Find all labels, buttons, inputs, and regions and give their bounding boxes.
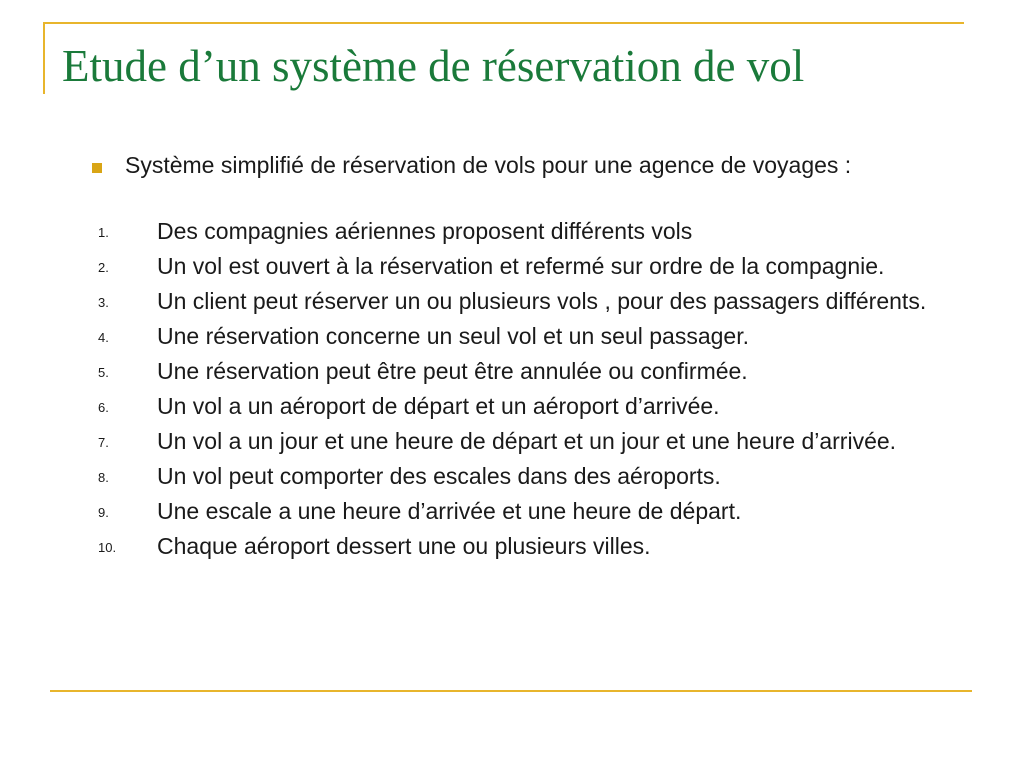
main-bullet-text: Système simplifié de réservation de vols pour une agence de voyages :: [125, 152, 852, 178]
list-item: [98, 218, 978, 244]
list-item-number: 3.: [98, 295, 109, 310]
list-item: [98, 393, 978, 419]
list-item: [98, 253, 978, 279]
list-item: [98, 498, 978, 524]
list-item-text: Une réservation peut être peut être annulée ou confirmée.: [157, 358, 748, 384]
list-item-number: 9.: [98, 505, 109, 520]
frame-top-line: [44, 22, 964, 24]
list-item-number: 4.: [98, 330, 109, 345]
numbered-list: [98, 218, 978, 568]
list-item-text: Un vol est ouvert à la réservation et refermé sur ordre de la compagnie.: [157, 253, 885, 279]
list-item: [98, 533, 978, 559]
list-item-number: 5.: [98, 365, 109, 380]
list-item: [98, 428, 978, 454]
list-item-text: Chaque aéroport dessert une ou plusieurs villes.: [157, 533, 651, 559]
square-bullet-icon: [92, 163, 102, 173]
list-item-number: 1.: [98, 225, 109, 240]
list-item-number: 10.: [98, 540, 117, 555]
list-item-number: 6.: [98, 400, 109, 415]
list-item-text: Un vol peut comporter des escales dans des aéroports.: [157, 463, 721, 489]
list-item: [98, 323, 978, 349]
list-item-number: 8.: [98, 470, 109, 485]
frame-bottom-line: [50, 690, 972, 692]
frame-left-line: [43, 22, 45, 94]
list-item-number: 7.: [98, 435, 109, 450]
list-item: [98, 463, 978, 489]
list-item-text: Un vol a un jour et une heure de départ et un jour et une heure d’arrivée.: [157, 428, 897, 454]
list-item: [98, 288, 978, 314]
list-item: [98, 358, 978, 384]
list-item-text: Une escale a une heure d’arrivée et une heure de départ.: [157, 498, 742, 524]
list-item-number: 2.: [98, 260, 109, 275]
slide-title: Etude d’un système de réservation de vol: [62, 41, 805, 91]
list-item-text: Des compagnies aériennes proposent différents vols: [157, 218, 693, 244]
list-item-text: Un client peut réserver un ou plusieurs vols , pour des passagers différents.: [157, 288, 927, 314]
list-item-text: Une réservation concerne un seul vol et un seul passager.: [157, 323, 749, 349]
list-item-text: Un vol a un aéroport de départ et un aéroport d’arrivée.: [157, 393, 720, 419]
